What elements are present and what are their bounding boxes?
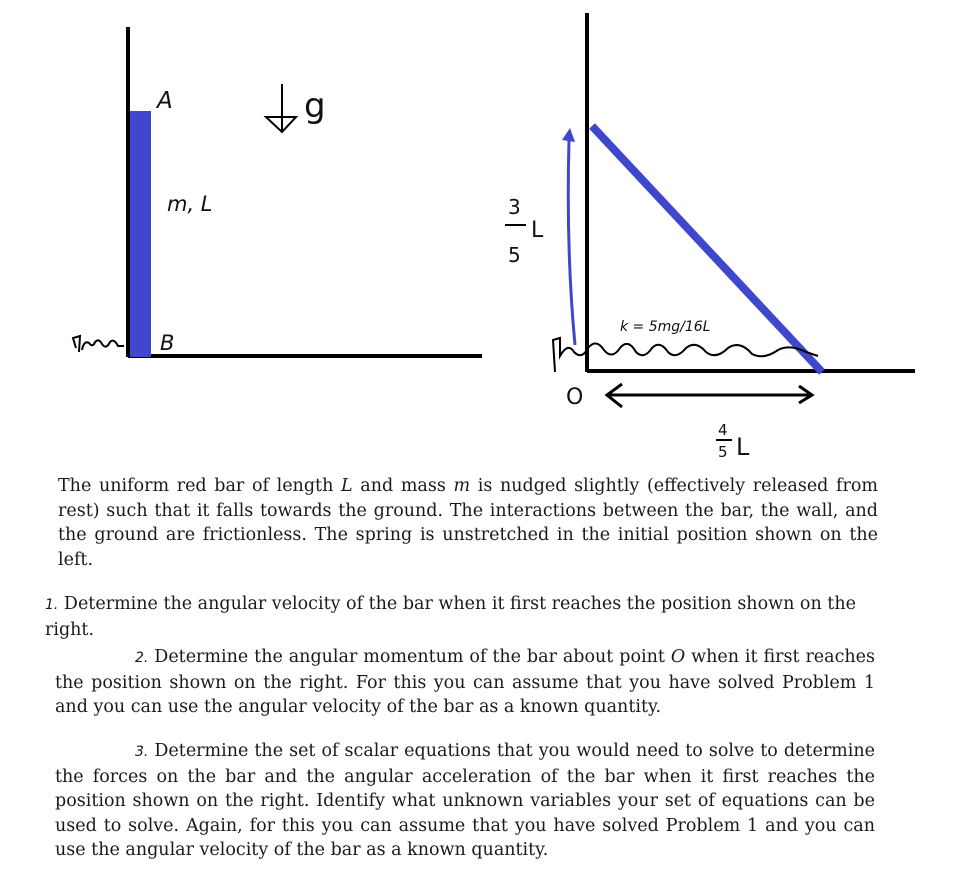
question-3-number: 3.: [135, 744, 149, 760]
question-2-part-1: Determine the angular momentum of the bar about point: [148, 647, 671, 667]
vertical-bar: [130, 111, 151, 357]
width-den: 5: [718, 443, 728, 461]
inclined-bar: [592, 126, 822, 372]
question-2-part-2: when it first reaches the position shown on the right. For this you can assume that you have solved Problem 1 and you can use the angular velocity of the bar as a known quantity.: [55, 647, 876, 717]
question-1: [45, 592, 905, 642]
label-b: B: [160, 331, 175, 355]
origin-label: O: [566, 385, 584, 410]
spring-constant-label: k = 5mg/16L: [620, 319, 711, 335]
width-dimension-arrow-icon: [607, 384, 812, 407]
question-2-number: 2.: [135, 650, 149, 666]
intro-part-2: and mass: [352, 476, 454, 496]
bar-mass-length-label: m, L: [167, 192, 213, 216]
question-1-number: 1.: [45, 597, 59, 613]
gravity-label: g: [304, 86, 326, 126]
gravity-arrow-icon: [266, 84, 296, 132]
intro-mass-symbol: m: [453, 476, 471, 496]
height-arrow-icon: [562, 128, 575, 142]
intro-length-symbol: L: [341, 476, 353, 496]
question-1-text: Determine the angular velocity of the bar when it first reaches the position shown on the right.: [45, 594, 856, 640]
width-num: 4: [718, 421, 728, 439]
question-3: [55, 739, 875, 863]
intro-part-1: The uniform red bar of length: [58, 476, 341, 496]
question-3-text: Determine the set of scalar equations that you would need to solve to determine the forces on the bar and the angular acceleration of the bar when it first reaches the position shown on the right. Identify what unknown variables your set of equations can be used to solve. Again, for this you can assume that you have solved Problem 1 and you can use the angular velocity of the bar as a known quantity.: [55, 741, 875, 860]
height-unit: L: [531, 218, 544, 243]
left-spring-icon: [73, 336, 124, 352]
width-unit: L: [736, 433, 750, 461]
question-2: [55, 645, 875, 720]
height-dimension-line: [568, 140, 575, 345]
left-diagram: [73, 27, 482, 357]
label-a: A: [157, 88, 173, 114]
right-spring-icon: [553, 338, 818, 372]
problem-statement: [58, 474, 878, 572]
right-diagram: [505, 13, 915, 461]
height-den: 5: [508, 243, 521, 267]
question-2-point-symbol: O: [670, 647, 686, 667]
intro-part-3: is nudged slightly (effectively released from rest) such that it falls towards the ground. The interactions between the bar, the wall, and the ground are frictionless. The spring is unstretched in the initial position shown on the left.: [58, 476, 878, 570]
height-num: 3: [508, 195, 521, 219]
